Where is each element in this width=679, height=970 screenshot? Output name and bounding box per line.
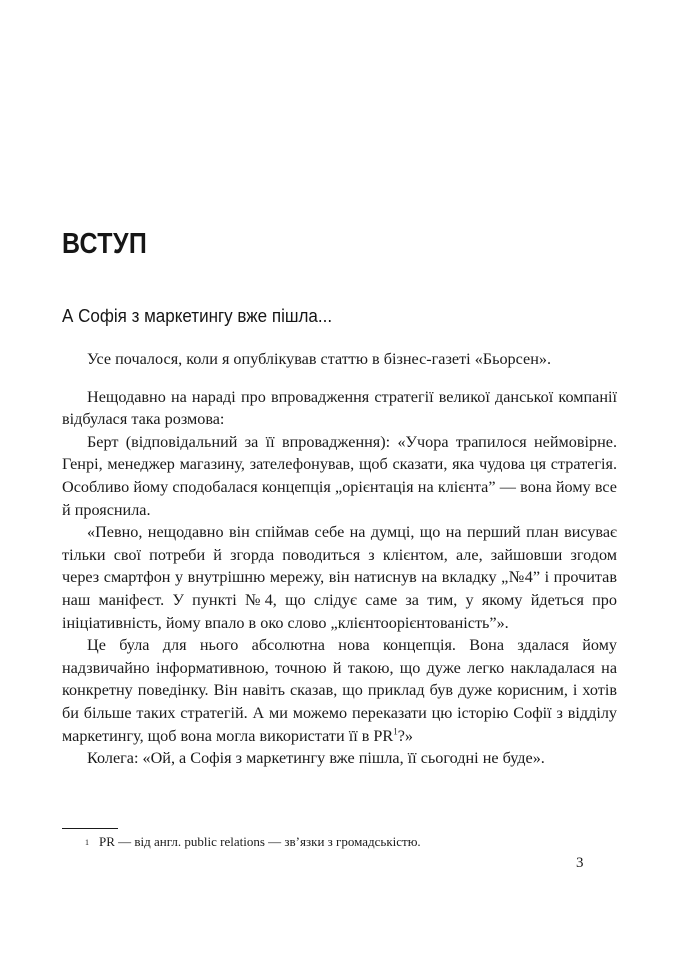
section-title: А Софія з маркетингу вже пішла... [62,305,333,326]
footnote-divider [62,828,118,829]
page-number: 3 [576,855,584,871]
paragraph-6: Колега: «Ой, а Софія з маркетингу вже пішла, її сьогодні не буде». [87,749,545,768]
paragraph-3: Берт (відповідальний за її впровадження): «Учора трапилося неймовірне. Генрі, менеджер магазину, зателефонував, щоб сказати, яка чудова ця стратегія. Особливо йому сподобалася концепція „орієнтація на клієнта” — вона йому все й прояснила. [62,432,617,519]
paragraph-5-text: Це була для нього абсолютна нова концепція. Вона здалася йому надзвичайно інформативною, точною й такою, що дуже легко накладалася на конкретну поведінку. Він навіть сказав, що приклад був дуже корисним, і хотів би більше таких стратегій. А ми можемо переказати цю історію Софії з відділу маркетингу, щоб вона могла використати її в PR [62,636,617,745]
paragraph-1: Усе почалося, коли я опублікував статтю в бізнес-газеті «Бьорсен». [87,350,552,368]
paragraph-5-tail: ?» [397,726,414,745]
footnote-text: PR — від англ. public relations — зв’язки з громадськістю. [99,834,421,849]
body-text [62,348,617,770]
footnote-reference[interactable]: 1 [393,726,398,737]
paragraph-2: Нещодавно на нараді про впровадження стратегії великої данської компанії відбулася така розмова: [62,387,617,429]
paragraph-4: «Певно, нещодавно він спіймав себе на думці, що на перший план висуває тільки свої потреби й згорда поводиться з клієнтом, але, зайшовши згодом через смартфон у внутрішню мережу, він натиснув на вкладку „№4” і прочитав наш маніфест. У пункті №4, що слідує саме за тим, у якому йдеться про ініціативність, йому впало в око слово „клієнтоорієнтованість”». [62,523,617,632]
chapter-title: ВСТУП [62,228,148,260]
footnote [85,833,421,850]
footnote-mark: 1 [85,838,89,847]
paragraph-5 [62,634,617,747]
